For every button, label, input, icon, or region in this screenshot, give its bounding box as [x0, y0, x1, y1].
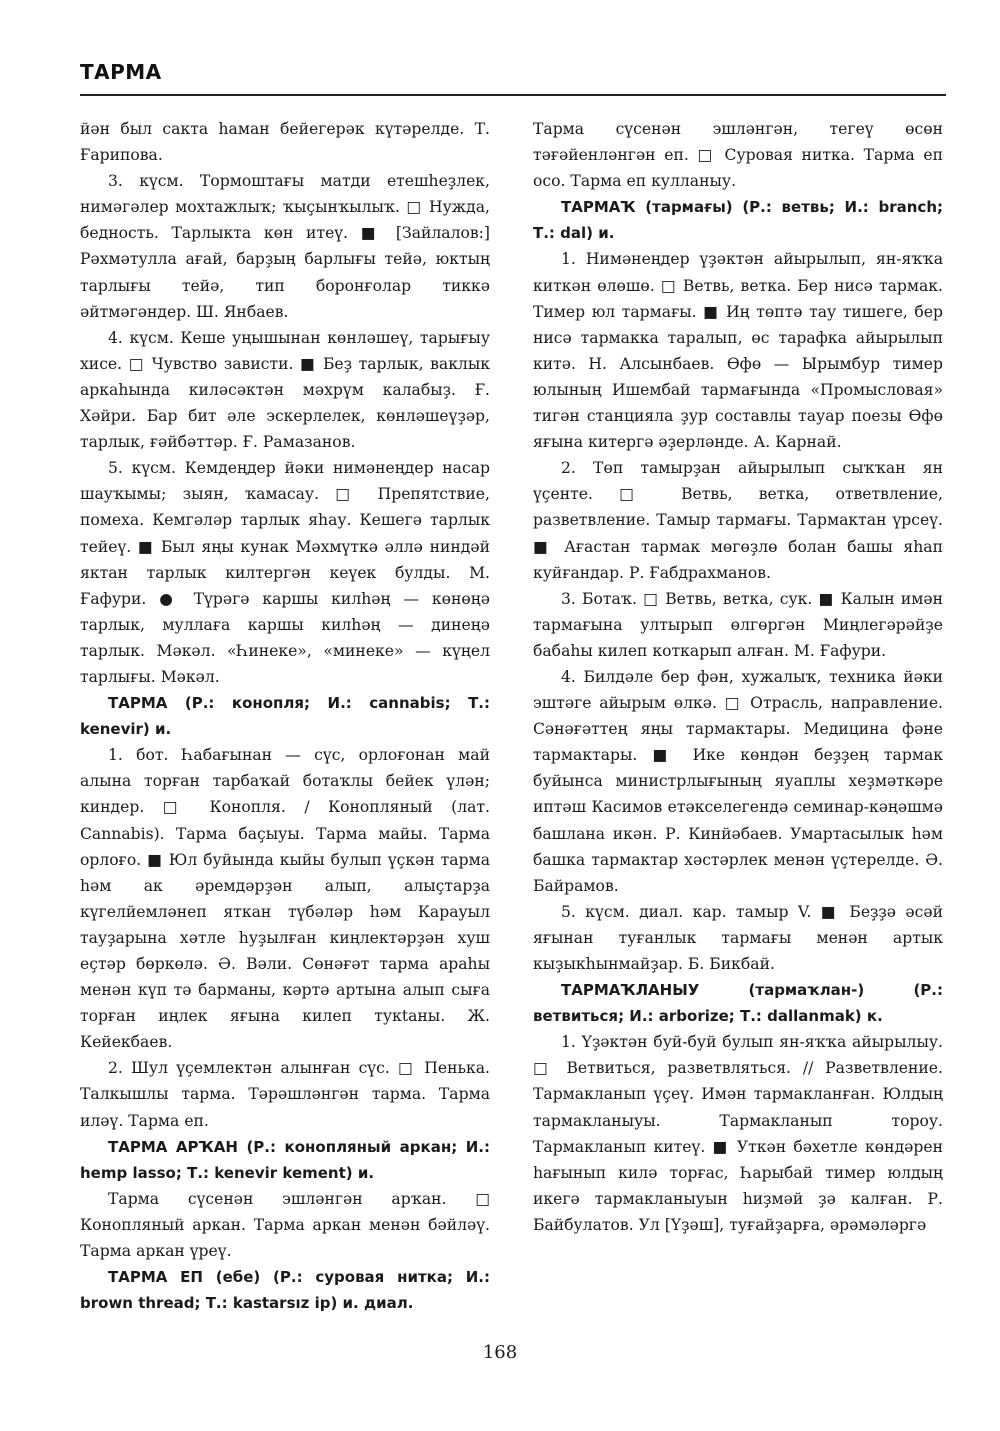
headword-entry: ТАРМА АРҠАН (Р.: конопляный аркан; И.: hemp lasso; Т.: kenevir kement) и. [80, 1137, 490, 1182]
entry-sense: 2. Шул үҫемлектән алынған сүс. □ Пенька. Талкышлы тарма. Тәрәшләнгән тарма. Тарма иләү. Тарма еп. [80, 1059, 490, 1130]
entry-sense: 3. күсм. Тормоштағы матди етешһеҙлек, нимәгәлер мохтажлыҡ; ҡыҫынҡылыҡ. □ Нужда, бедность. Тарлыкта көн итеү. ■ [Зайлалов:] Рәхмәтулла ағай, барҙың барлығы тейә, юктың тарлығы тейә, тип боронғолар тиккә әйтмәгәндер. Ш. Янбаев. [80, 172, 490, 321]
entry-sense: 1. Нимәнеңдер үҙәктән айырылып, ян-яҡҡа киткән өлөшө. □ Ветвь, ветка. Бер нисә тармак. Тимер юл тармағы. ■ Иң төптә тау тишеге, бер нисә тармакка таралып, өс тарафка айырылып китә. Н. Алсынбаев. Өфө — Ырымбур тимер юлының Ишембай тармағында «Промысловая» тигән станцияла ҙур составлы тауар поезы Өфө яғына китергә әҙерләнде. А. Карнай. [533, 250, 943, 452]
headword-entry: ТАРМАҠ (тармағы) (Р.: ветвь; И.: branch; Т.: dal) и. [533, 198, 943, 243]
running-head: ТАРМА [80, 60, 162, 84]
left-column [80, 116, 490, 1316]
entry-sense: 1. бот. Һабағынан — сүс, орлоғонан май алына торған тарбаҡай ботаҡлы бейек үлән; киндер. □ Конопля. / Конопляный (лат. Cannabis). Тарма баҫыуы. Тарма майы. Тарма орлоғо. ■ Юл буйында кыйы булып үҫкән тарма һәм ак әремдәрҙән алып, алыҫтарҙа күгелйемләнеп яткан түбәләр һәм Карауыл тауҙарына хәтле һуҙылған киңлектәрҙән хуш еҫтәр бөркөлә. Ә. Вәли. Сөнәғәт тарма араһы менән күп тә барманы, кәртә артына алып сыға торған иңлек яғына килеп тукtaны. Ж. Кейекбаев. [80, 746, 490, 1052]
entry-sense: 4. Билдәле бер фән, хужалыҡ, техника йәки эштәге айырым өлкә. □ Отрасль, направление. Сәнәғәттең яңы тармактары. Медицина фәне тармактары. ■ Ике көндән беҙҙең тармак буйынса министрлығының яуаплы хеҙмәткәре иптәш Касимов етәкселегендә семинар-кәңәшмә башлана икән. Р. Кинйәбаев. Умартасылык һәм башка тармактар хәстәрлек менән үҫтерелде. Ә. Байрамов. [533, 667, 943, 895]
headword-entry: ТАРМА ЕП (ебе) (Р.: суровая нитка; И.: brown thread; Т.: kastarsız ip) и. диал. [80, 1268, 490, 1313]
entry-sense: 1. Үҙәктән буй-буй булып ян-яҡҡа айырылыу. □ Ветвиться, разветвляться. // Разветвление. Тармакланып үҫеү. Имән тармакланған. Юлдың тармакланыуы. Тармакланып тороу. Тармакланып китеү. ■ Уткән бәхетле көндәрен һағынып килә торғас, Һарыбай тимер юлдың икегә тармакланыуын һиҙмәй ҙә калған. Р. Байбулатов. Ул [Үҙәш], туғайҙарға, әрәмәләргә [533, 1033, 943, 1234]
page-number: 168 [482, 1342, 518, 1363]
headword-entry: ТАРМАҠЛАНЫУ (тармаҡлан-) (Р.: ветвиться; И.: arborize; Т.: dallanmak) к. [533, 981, 943, 1026]
right-column [533, 116, 943, 1238]
entry-sense: 4. күсм. Кеше уңышынан көнләшеү, тарығыу хисе. □ Чувство зависти. ■ Беҙ тарлык, ваклык аркаһында киләсәктән мәхрүм калабыҙ. Ғ. Хәйри. Бар бит әле эскерлелек, көнләшеүҙәр, тарлык, ғәйбәттәр. Ғ. Рамазанов. [80, 328, 490, 452]
header-rule [80, 94, 946, 96]
entry-text: Тарма сүсенән эшләнгән, тегеү өсөн тәғәйенләнгән еп. □ Суровая нитка. Тарма еп осо. Тарма еп кулланыу. [533, 120, 943, 191]
entry-sense: 2. Төп тамырҙан айырылып сыҡҡан ян үҫенте. □ Ветвь, ветка, ответвление, разветвление. Тамыр тармағы. Тармактан үрсеү. ■ Ағастан тармак мөгөҙлө болан башы яһап куйғандар. Р. Ғабдрахманов. [533, 459, 943, 582]
entry-sense: 5. күсм. Кемдеңдер йәки нимәнеңдер насар шауҡымы; зыян, ҡамасау. □ Препятствие, помеха. Кемгәләр тарлык яһау. Кешегә тарлык тейеү. ■ Был яңы кунак Мәхмүткә әллә ниндәй яктан тарлык килтергән кеүек булды. М. Ғафури. ● Түрәгә каршы килһәң — көнөңә тарлык, муллаға каршы килһәң — динеңә тарлык. Мәкәл. «Һинеке», «минеке» — күңел тарлығы. Мәкәл. [80, 459, 490, 686]
entry-sense: Тарма сүсенән эшләнгән арҡан. □ Конопляный аркан. Тарма аркан менән бәйләү. Тарма аркан үреү. [80, 1189, 490, 1261]
entry-sense: 3. Ботаҡ. □ Ветвь, ветка, сук. ■ Калын имән тармағына ултырып өлгөргән Миңлегәрәйҙе бабаһы килеп коткарып алған. М. Ғафури. [533, 589, 943, 660]
entry-sense: 5. күсм. диал. кар. тамыр V. ■ Беҙҙә әсәй яғынан туғанлык тармағы менән артык кыҙыкһынмайҙар. Б. Бикбай. [533, 902, 943, 973]
headword-entry: ТАРМА (Р.: конопля; И.: cannabis; Т.: kenevir) и. [80, 694, 490, 739]
entry-text: йән был сакта һаман бейегерәк күтәрелде. Т. Ғарипова. [80, 120, 490, 165]
